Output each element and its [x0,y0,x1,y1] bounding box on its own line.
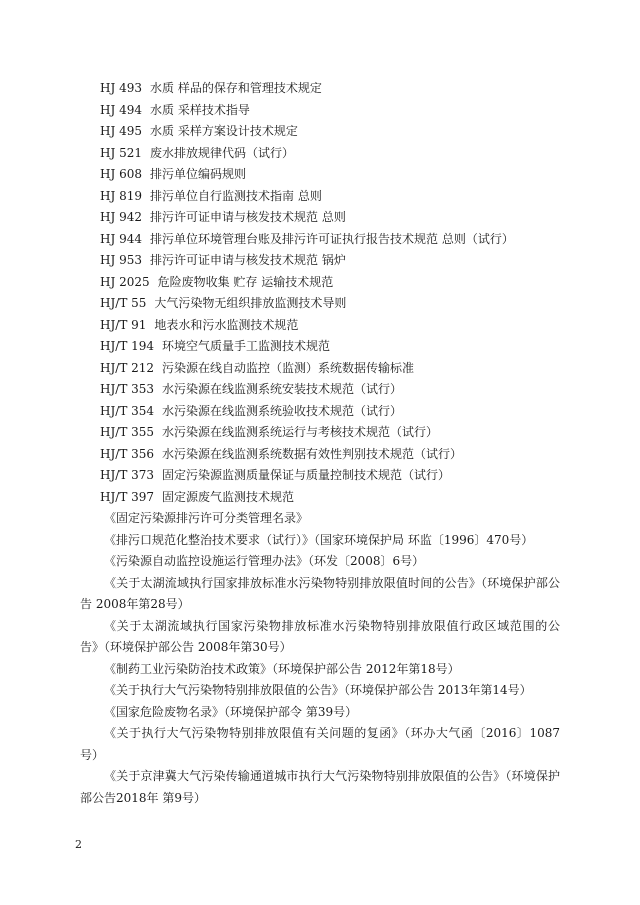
document-item: 《关于太湖流域执行国家排放标准水污染物特别排放限值时间的公告》（环境保护部公告 2008年第28号） [80,575,560,611]
standard-code: HJ/T 353 [100,382,155,396]
standard-code: HJ/T 373 [100,468,155,482]
document-item: 《固定污染源排污许可分类管理名录》 [104,511,309,525]
standards-list [100,78,580,508]
standard-item [100,164,580,186]
standard-item [100,336,580,358]
standard-item [100,379,580,401]
standard-code: HJ 2025 [100,274,150,289]
standard-code: HJ/T 355 [100,425,155,439]
standard-item [100,487,580,509]
standard-title: 大气污染物无组织排放监测技术导则 [154,296,347,310]
document-item: 《关于执行大气污染物特别排放限值的公告》（环境保护部公告 2013年第14号） [104,683,532,697]
standard-title: 地表水和污水监测技术规范 [154,317,299,332]
standard-title: 排污单位环境管理台账及排污许可证执行报告技术规范 总则（试行） [150,231,514,246]
standard-item [100,186,580,208]
standard-code: HJ/T 55 [100,296,147,310]
standard-item [100,143,580,165]
standard-item [100,315,580,337]
standard-item [100,272,580,294]
standard-title: 水质 采样方案设计技术规定 [150,124,298,138]
standard-title: 环境空气质量手工监测技术规范 [162,339,331,353]
standard-title: 水污染源在线监测系统运行与考核技术规范（试行） [162,425,439,439]
documents-list [80,508,560,809]
standard-item [100,100,580,122]
document-item: 《制药工业污染防治技术政策》（环境保护部公告 2012年第18号） [104,661,460,676]
standard-title: 排污许可证申请与核发技术规范 锅炉 [150,253,346,267]
standard-title: 排污单位自行监测技术指南 总则 [150,188,322,203]
standard-title: 排污许可证申请与核发技术规范 总则 [150,210,346,224]
standard-title: 水质 采样技术指导 [150,102,250,117]
standard-title: 废水排放规律代码（试行） [150,145,295,160]
standard-title: 水质 样品的保存和管理技术规定 [150,81,322,95]
standard-code: HJ 944 [100,231,142,246]
standard-title: 水污染源在线监测系统数据有效性判别技术规范（试行） [162,446,463,461]
standard-item [100,422,580,444]
document-item: 《关于京津冀大气污染传输通道城市执行大气污染物特别排放限值的公告》（环境保护部公告2018年 第9号） [80,769,560,805]
standard-title: 污染源在线自动监控（监测）系统数据传输标准 [162,360,415,375]
standard-code: HJ 521 [100,145,142,160]
standard-code: HJ 493 [100,81,142,95]
standard-code: HJ 942 [100,210,142,224]
standard-item [100,78,580,100]
document-item: 《关于执行大气污染物特别排放限值有关问题的复函》（环办大气函〔2016〕1087号） [80,726,560,762]
standard-code: HJ 495 [100,124,142,138]
document-item: 《关于太湖流域执行国家污染物排放标准水污染物特别排放限值行政区域范围的公告》（环境保护部公告 2008年第30号） [80,618,560,654]
document-item: 《污染源自动监控设施运行管理办法》（环发〔2008〕6号） [104,554,425,568]
page-number: 2 [75,838,82,851]
standard-title: 危险废物收集 贮存 运输技术规范 [157,274,334,289]
standard-title: 固定污染源监测质量保证与质量控制技术规范（试行） [162,468,451,482]
standard-code: HJ 819 [100,188,142,203]
standard-code: HJ 953 [100,253,142,267]
standard-code: HJ/T 397 [100,489,155,504]
standard-item [100,401,580,423]
standard-title: 水污染源在线监测系统验收技术规范（试行） [162,403,403,418]
standard-code: HJ/T 354 [100,403,155,418]
standard-code: HJ/T 212 [100,360,155,375]
standard-title: 排污单位编码规则 [150,167,247,181]
standard-code: HJ/T 356 [100,446,155,461]
standard-item [100,358,580,380]
standard-item [100,207,580,229]
document-item: 《排污口规范化整治技术要求（试行）》（国家环境保护局 环监〔1996〕470号） [104,532,534,547]
standard-item [100,250,580,272]
standard-code: HJ 494 [100,102,142,117]
standard-item [100,465,580,487]
standard-title: 水污染源在线监测系统安装技术规范（试行） [162,382,403,396]
standard-item [100,444,580,466]
standard-code: HJ 608 [100,167,142,181]
standard-code: HJ/T 91 [100,317,147,332]
standard-code: HJ/T 194 [100,339,155,353]
standard-item [100,121,580,143]
standard-item [100,293,580,315]
standard-item [100,229,580,251]
standard-title: 固定源废气监测技术规范 [162,489,295,504]
document-item: 《国家危险废物名录》（环境保护部令 第39号） [104,704,358,719]
